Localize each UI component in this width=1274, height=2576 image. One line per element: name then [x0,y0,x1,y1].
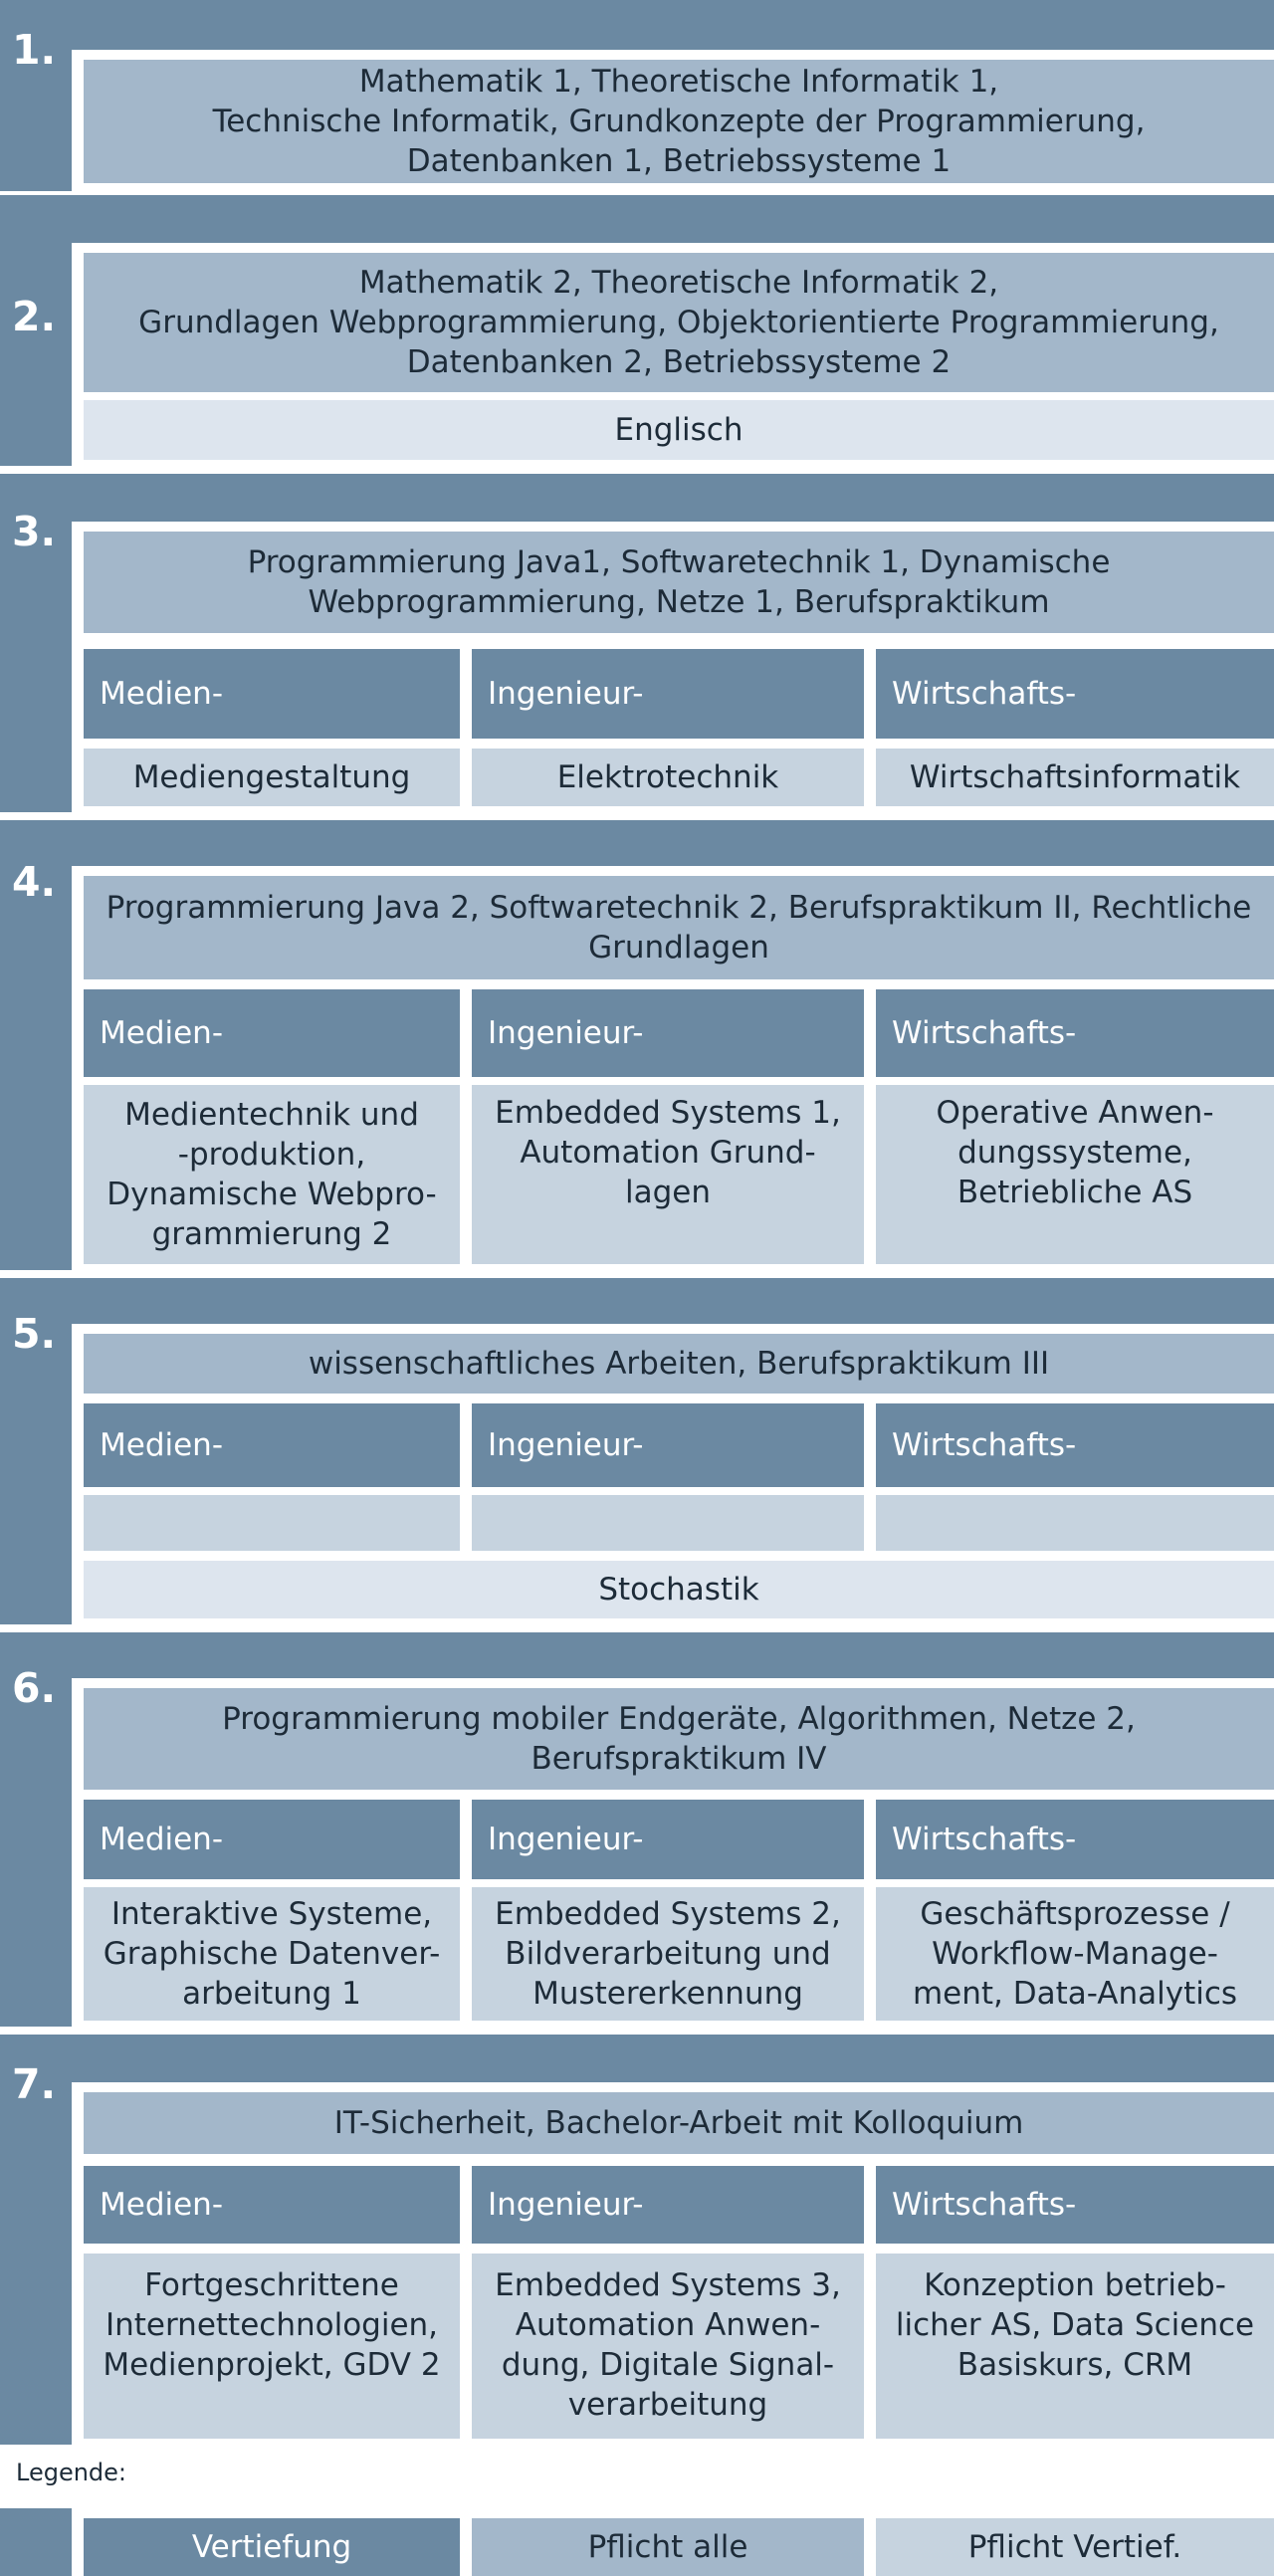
track-content-wirtschafts: Wirtschaftsinformatik [876,749,1274,806]
semester-6 [0,1632,1274,2027]
semester-1 [0,0,1274,191]
legend-pflicht-vertief: Pflicht Vertief. [876,2518,1274,2576]
track-head-ingenieur: Ingenieur- [472,989,864,1077]
track-head-wirtschafts: Wirtschafts- [876,2166,1274,2244]
pflicht-alle-box: Programmierung Java 2, Softwaretechnik 2, Berufspraktikum II, Rechtliche Grundlagen [84,876,1274,979]
track-head-ingenieur: Ingenieur- [472,1403,864,1487]
track-content-ingenieur [472,1495,864,1551]
legend-bar [0,2508,1274,2576]
stochastik-box: Stochastik [84,1561,1274,1618]
track-head-medien: Medien- [84,649,460,739]
semester-7 [0,2035,1274,2445]
track-content-medien: Medientechnik und -produktion, Dynamische Webpro- grammierung 2 [84,1085,460,1264]
track-content-ingenieur: Embedded Systems 2, Bildverarbeitung und Mustererkennung [472,1887,864,2021]
legend-vertiefung: Vertiefung [84,2518,460,2576]
semester-number: 5. [12,1310,57,1358]
track-content-wirtschafts: Konzeption betrieb- licher AS, Data Science Basiskurs, CRM [876,2254,1274,2439]
track-content-medien [84,1495,460,1551]
semester-5 [0,1278,1274,1624]
legend-pflicht-alle: Pflicht alle [472,2518,864,2576]
track-head-ingenieur: Ingenieur- [472,1800,864,1879]
pflicht-alle-box: Programmierung Java1, Softwaretechnik 1, Dynamische Webprogrammierung, Netze 1, Berufspraktikum [84,532,1274,633]
track-content-wirtschafts: Geschäftsprozesse / Workflow-Manage- ment, Data-Analytics [876,1887,1274,2021]
track-head-wirtschafts: Wirtschafts- [876,649,1274,739]
track-content-wirtschafts [876,1495,1274,1551]
pflicht-alle-box: Mathematik 1, Theoretische Informatik 1, Technische Informatik, Grundkonzepte der Programmierung, Datenbanken 1, Betriebssysteme 1 [84,60,1274,183]
track-content-medien: Interaktive Systeme, Graphische Datenver- arbeitung 1 [84,1887,460,2021]
semester-number: 1. [12,26,57,74]
track-content-medien: Fortgeschrittene Internettechnologien, Medienprojekt, GDV 2 [84,2254,460,2439]
semester-number: 6. [12,1664,57,1712]
pflicht-alle-box: Programmierung mobiler Endgeräte, Algorithmen, Netze 2, Berufspraktikum IV [84,1688,1274,1790]
pflicht-alle-box: IT-Sicherheit, Bachelor-Arbeit mit Kolloquium [84,2092,1274,2154]
semester-number: 7. [12,2060,57,2108]
semester-number: 4. [12,858,57,906]
semester-4 [0,820,1274,1270]
track-content-wirtschafts: Operative Anwen- dungssysteme, Betriebliche AS [876,1085,1274,1264]
semester-number: 2. [12,293,57,340]
track-content-ingenieur: Embedded Systems 3, Automation Anwen- dung, Digitale Signal- verarbeitung [472,2254,864,2439]
semester-2 [0,195,1274,466]
semester-number: 3. [12,508,57,555]
track-head-medien: Medien- [84,1800,460,1879]
track-head-medien: Medien- [84,2166,460,2244]
track-head-wirtschafts: Wirtschafts- [876,1403,1274,1487]
legend-title: Legende: [16,2459,127,2486]
track-head-medien: Medien- [84,989,460,1077]
pflicht-alle-box: Mathematik 2, Theoretische Informatik 2, Grundlagen Webprogrammierung, Objektorientierte Programmierung, Datenbanken 2, Betriebssysteme 2 [84,253,1274,392]
englisch-box: Englisch [84,400,1274,460]
track-content-medien: Mediengestaltung [84,749,460,806]
track-head-wirtschafts: Wirtschafts- [876,989,1274,1077]
track-content-ingenieur: Elektrotechnik [472,749,864,806]
track-head-ingenieur: Ingenieur- [472,2166,864,2244]
pflicht-alle-box: wissenschaftliches Arbeiten, Berufspraktikum III [84,1334,1274,1394]
track-head-medien: Medien- [84,1403,460,1487]
track-content-ingenieur: Embedded Systems 1, Automation Grund- lagen [472,1085,864,1264]
track-head-wirtschafts: Wirtschafts- [876,1800,1274,1879]
semester-3 [0,474,1274,812]
track-head-ingenieur: Ingenieur- [472,649,864,739]
